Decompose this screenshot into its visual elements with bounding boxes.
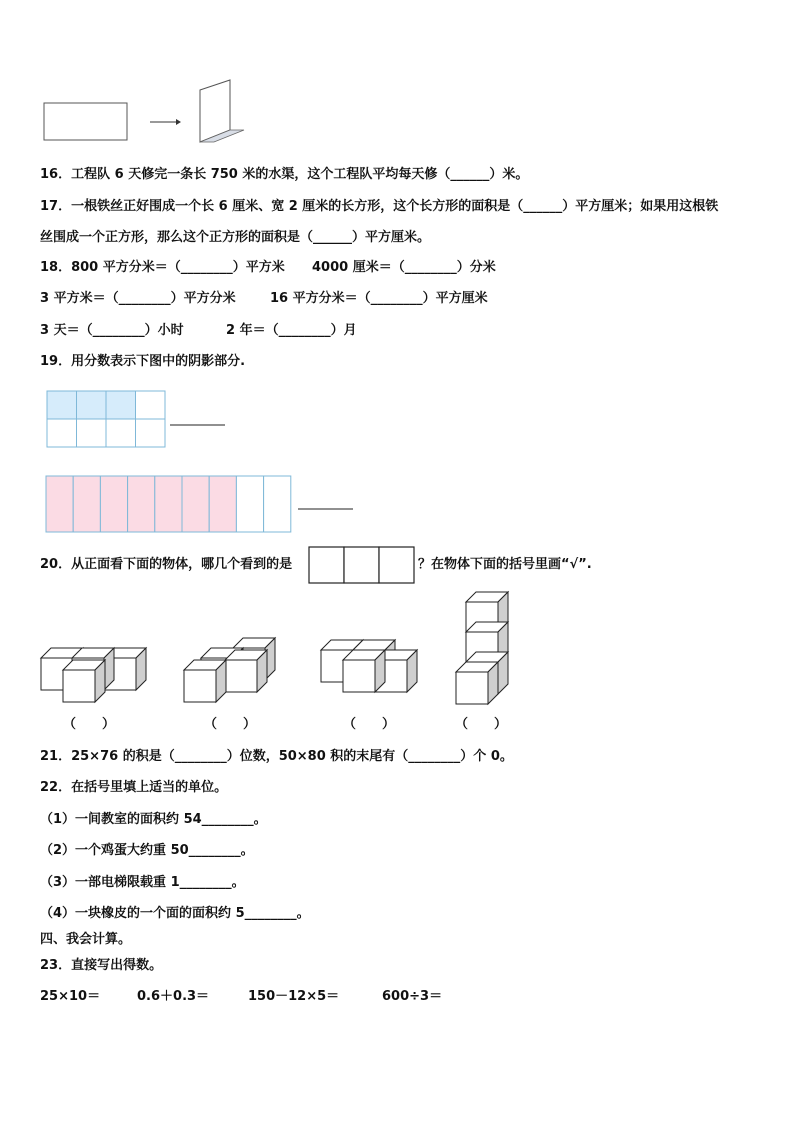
question-22-item-2: （2）一个鸡蛋大约重 50________。 [40, 843, 254, 858]
fold-illustration [0, 0, 794, 160]
answer-paren-2: （ ） [204, 717, 257, 732]
shaded-cell [106, 391, 136, 419]
target-square-1 [309, 547, 344, 583]
question-18-b: 4000 厘米＝（________）分米 [312, 260, 496, 275]
grid-cell [136, 419, 166, 447]
question-16: 16．工程队 6 天修完一条长 750 米的水渠，这个工程队平均每天修（______）米。 [40, 167, 529, 182]
grid-cell [47, 419, 77, 447]
target-square-3 [379, 547, 414, 583]
fraction-bar-2 [0, 470, 794, 550]
question-22-item-3: （3）一部电梯限载重 1________。 [40, 875, 245, 890]
shaded-cell [77, 391, 107, 419]
calc-item-4: 600÷3＝ [382, 989, 443, 1004]
question-21: 21．25×76 的积是（________）位数，50×80 积的末尾有（________）个 0。 [40, 749, 513, 764]
shaded-cell [128, 476, 155, 532]
grid-cell [106, 419, 136, 447]
fig3-cube-front [343, 660, 375, 692]
calc-item-3: 150－12×5＝ [248, 989, 340, 1004]
fig1-cube-front [63, 670, 95, 702]
cube-figures [0, 588, 794, 708]
question-18-e: 3 天＝（________）小时 [40, 323, 184, 338]
flat-rectangle [44, 103, 127, 140]
question-23-title: 23．直接写出得数。 [40, 958, 163, 973]
fig4-cube-front [456, 672, 488, 704]
question-20-text-a: 20．从正面看下面的物体，哪几个看到的是 [40, 557, 293, 572]
section-4-heading: 四、我会计算。 [40, 932, 132, 947]
question-22-title: 22．在括号里填上适当的单位。 [40, 780, 228, 795]
target-square-2 [344, 547, 379, 583]
question-17-line1: 17．一根铁丝正好围成一个长 6 厘米、宽 2 厘米的长方形，这个长方形的面积是（______）平方厘米；如果用这根铁 [40, 199, 719, 214]
question-18-a: 18．800 平方分米＝（________）平方米 [40, 260, 285, 275]
front-view-target [0, 546, 794, 586]
answer-paren-3: （ ） [343, 717, 396, 732]
question-22-item-4: （4）一块橡皮的一个面的面积约 5________。 [40, 906, 310, 921]
bar-cell [236, 476, 263, 532]
question-22-item-1: （1）一间教室的面积约 54________。 [40, 812, 267, 827]
grid-cell [77, 419, 107, 447]
calc-item-2: 0.6＋0.3＝ [137, 989, 210, 1004]
shaded-cell [209, 476, 236, 532]
question-20-text-b: ？在物体下面的括号里画“√”. [418, 557, 592, 572]
question-17-line2: 丝围成一个正方形，那么这个正方形的面积是（______）平方厘米。 [40, 230, 431, 245]
bar-cell [264, 476, 291, 532]
question-18-c: 3 平方米＝（________）平方分米 [40, 291, 236, 306]
shaded-cell [155, 476, 182, 532]
shaded-cell [46, 476, 73, 532]
grid-cell [136, 391, 166, 419]
shaded-cell [47, 391, 77, 419]
shaded-cell [182, 476, 209, 532]
question-19: 19．用分数表示下图中的阴影部分. [40, 354, 246, 369]
calc-item-1: 25×10＝ [40, 989, 101, 1004]
shaded-cell [73, 476, 100, 532]
fraction-grid-1 [0, 385, 794, 465]
fig2-cube-front [184, 670, 216, 702]
answer-paren-1: （ ） [63, 717, 116, 732]
answer-paren-4: （ ） [455, 717, 508, 732]
question-18-d: 16 平方分米＝（________）平方厘米 [270, 291, 488, 306]
fig2-cube-front [225, 660, 257, 692]
shaded-cell [100, 476, 127, 532]
arrow-head [176, 119, 181, 125]
question-18-f: 2 年＝（________）月 [226, 323, 357, 338]
